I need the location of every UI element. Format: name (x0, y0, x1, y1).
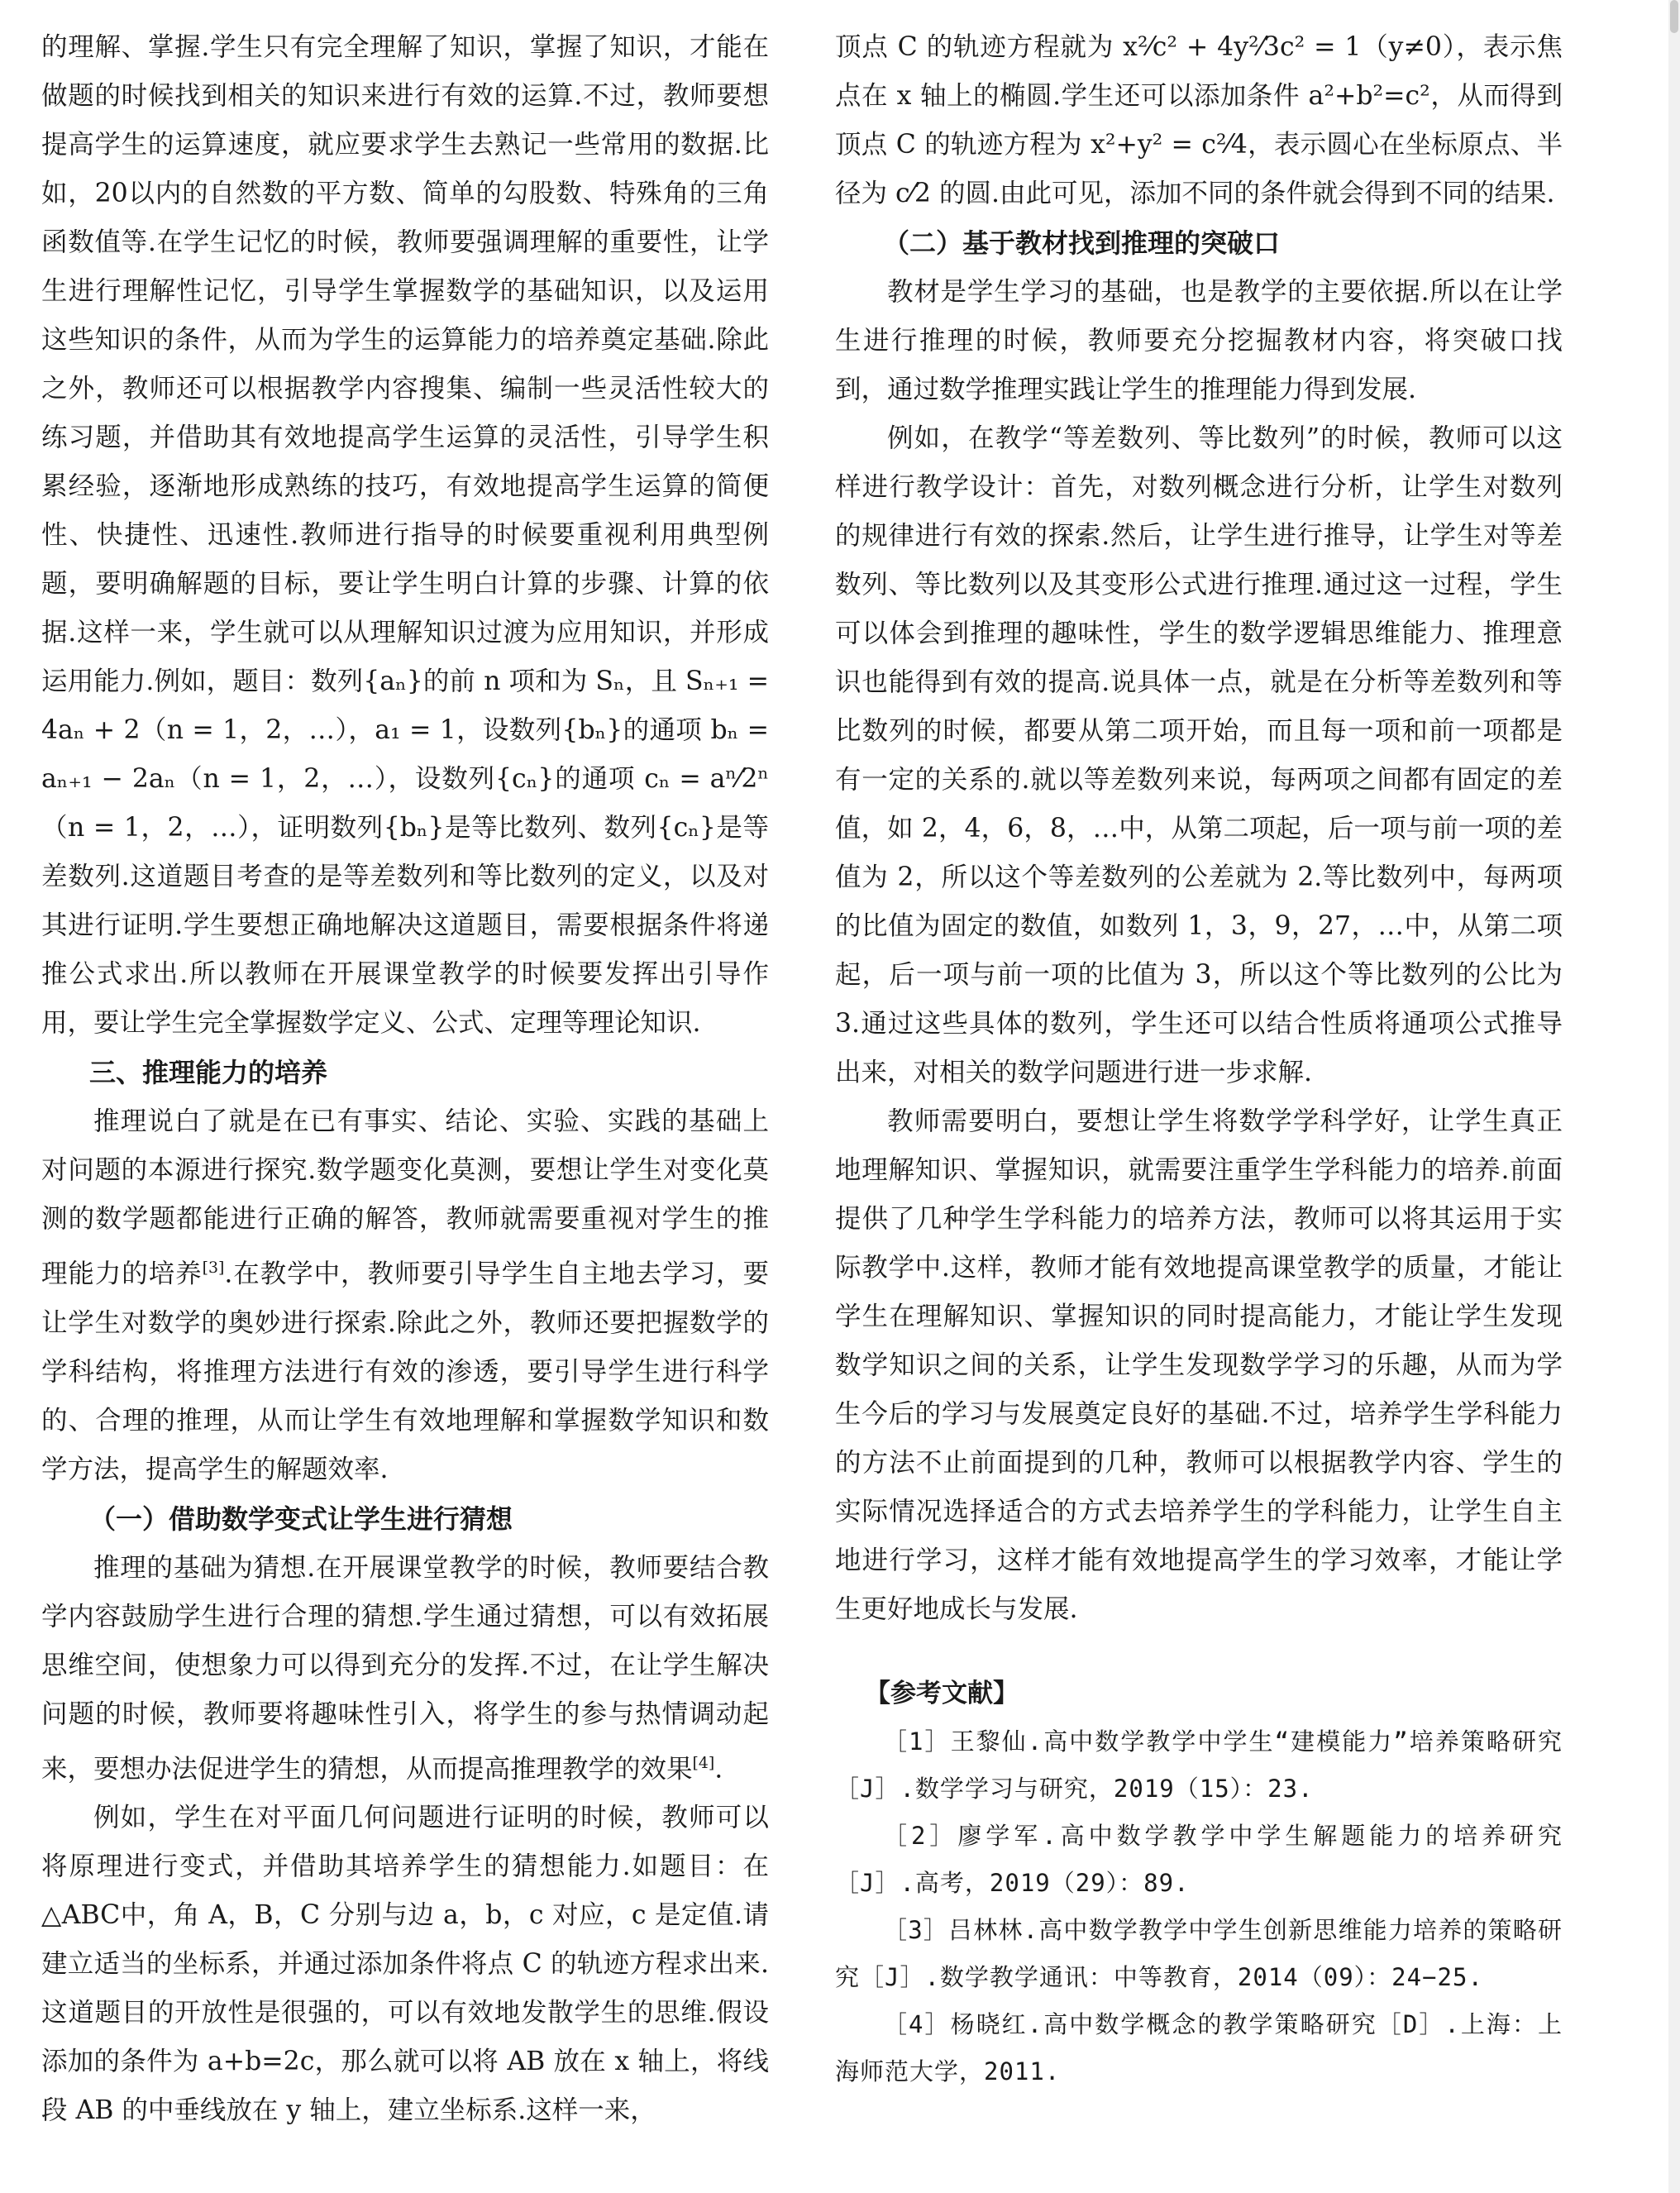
references-heading: 【参考文献】 (865, 1679, 1019, 1708)
paragraph-conclusion: 教师需要明白，要想让学生将数学学科学好，让学生真正地理解知识、掌握知识，就需要注重学生学科能力的培养.前面提供了几种学生学科能力的培养方法，教师可以将其运用于实际教学中.这样，教师才能有效地提高课堂教学的质量，才能让学生在理解知识、掌握知识的同时提高能力，才能让学生发现数学知识之间的关系，让学生发现数学学习的乐趣，从而为学生今后的学习与发展奠定良好的基础.不过，培养学生学科能力的方法不止前面提到的几种，教师可以根据教学内容、学生的实际情况选择适合的方式去培养学生的学科能力，让学生自主地进行学习，这样才能有效地提高学生的学习效率，才能让学生更好地成长与发展. (835, 1106, 1563, 1624)
text-run: 推理的基础为猜想.在开展课堂教学的时候，教师要结合教学内容鼓励学生进行合理的猜想.学生通过猜想，可以有效拓展思维空间，使想象力可以得到充分的发挥.不过，在让学生解决问题的时候，教师要将趣味性引入，将学生的参与热情调动起来，要想办法促进学生的猜想，从而提高推理教学的效果 (41, 1552, 769, 1784)
citation-4: [4] (692, 1753, 715, 1772)
paragraph-locus-equation: 顶点 C 的轨迹方程就为 x²⁄c² + 4y²⁄3c² = 1（y≠0），表示焦点在 x 轴上的椭圆.学生还可以添加条件 a²+b²=c²，从而得到顶点 C 的轨迹方程为 x²+y² = c²⁄4，表示圆心在坐标原点、半径为 c⁄2 的圆.由此可见，添加不同的条件就会得到不同的结果. (835, 32, 1563, 208)
paragraph-reasoning-intro (41, 1097, 769, 1494)
citation-3: [3] (202, 1259, 225, 1277)
subsection-heading-variation: （一）借助数学变式让学生进行猜想 (89, 1503, 513, 1535)
reference-item: ［1］王黎仙.高中数学教学中学生“建模能力”培养策略研究［J］.数学学习与研究，2019（15）：23. (835, 1727, 1563, 1803)
section-heading-reasoning: 三、推理能力的培养 (89, 1057, 328, 1088)
paragraph-sequence-example: 例如，在教学“等差数列、等比数列”的时候，教师可以这样进行教学设计：首先，对数列概念进行分析，让学生对数列的规律进行有效的探索.然后，让学生进行推导，让学生对等差数列、等比数列以及其变形公式进行推理.通过这一过程，学生可以体会到推理的趣味性，学生的数学逻辑思维能力、推理意识也能得到有效的提高.说具体一点，就是在分析等差数列和等比数列的时候，都要从第二项开始，而且每一项和前一项都是有一定的关系的.就以等差数列来说，每两项之间都有固定的差值，如 2，4，6，8，…中，从第二项起，后一项与前一项的差值为 2，所以这个等差数列的公差就为 2.等比数列中，每两项的比值为固定的数值，如数列 1，3，9，27，…中，从第二项起，后一项与前一项的比值为 3，所以这个等比数列的公比为 3.通过这些具体的数列，学生还可以结合性质将通项公式推导出来，对相关的数学问题进行进一步求解. (835, 423, 1563, 1087)
scrollbar-track[interactable] (1668, 0, 1680, 2193)
reference-item: ［4］杨晓红.高中数学概念的教学策略研究［D］.上海：上海师范大学，2011. (835, 2010, 1563, 2086)
subsection-heading-textbook: （二）基于教材找到推理的突破口 (883, 227, 1281, 259)
scrollbar-thumb[interactable] (1670, 0, 1678, 33)
right-column (835, 23, 1563, 2095)
reference-item: ［2］廖学军.高中数学教学中学生解题能力的培养研究［J］.高考，2019（29）：89. (835, 1822, 1563, 1897)
text-run: .在教学中，教师要引导学生自主地去学习，要让学生对数学的奥妙进行探索.除此之外，教师还要把握数学的学科结构，将推理方法进行有效的渗透，要引导学生进行科学的、合理的推理，从而让学生有效地理解和掌握数学知识和数学方法，提高学生的解题效率. (41, 1259, 769, 1484)
paragraph-computation: 的理解、掌握.学生只有完全理解了知识，掌握了知识，才能在做题的时候找到相关的知识来进行有效的运算.不过，教师要想提高学生的运算速度，就应要求学生去熟记一些常用的数据.比如，20以内的自然数的平方数、简单的勾股数、特殊角的三角函数值等.在学生记忆的时候，教师要强调理解的重要性，让学生进行理解性记忆，引导学生掌握数学的基础知识，以及运用这些知识的条件，从而为学生的运算能力的培养奠定基础.除此之外，教师还可以根据教学内容搜集、编制一些灵活性较大的练习题，并借助其有效地提高学生运算的灵活性，引导学生积累经验，逐渐地形成熟练的技巧，有效地提高学生运算的简便性、快捷性、迅速性.教师进行指导的时候要重视利用典型例题，要明确解题的目标，要让学生明白计算的步骤、计算的依据.这样一来，学生就可以从理解知识过渡为应用知识，并形成运用能力.例如，题目：数列{aₙ}的前 n 项和为 Sₙ，且 Sₙ₊₁ = 4aₙ + 2（n = 1，2，…），a₁ = 1，设数列{bₙ}的通项 bₙ = aₙ₊₁ − 2aₙ（n = 1，2，…），设数列{cₙ}的通项 cₙ = aⁿ⁄2ⁿ（n = 1，2，…），证明数列{bₙ}是等比数列、数列{cₙ}是等差数列.这道题目考查的是等差数列和等比数列的定义，以及对其进行证明.学生要想正确地解决这道题目，需要根据条件将递推公式求出.所以教师在开展课堂教学的时候要发挥出引导作用，要让学生完全掌握数学定义、公式、定理等理论知识. (41, 32, 769, 1038)
paragraph-textbook: 教材是学生学习的基础，也是教学的主要依据.所以在让学生进行推理的时候，教师要充分挖掘教材内容，将突破口找到，通过数学推理实践让学生的推理能力得到发展. (835, 277, 1563, 404)
text-run: . (714, 1754, 723, 1784)
paragraph-geometry-example: 例如，学生在对平面几何问题进行证明的时候，教师可以将原理进行变式，并借助其培养学生的猜想能力.如题目：在△ABC中，角 A，B，C 分别与边 a，b，c 对应，c 是定值.请建立适当的坐标系，并通过添加条件将点 C 的轨迹方程求出来.这道题目的开放性是很强的，可以有效地发散学生的思维.假设添加的条件为 a+b=2c，那么就可以将 AB 放在 x 轴上，将线段 AB 的中垂线放在 y 轴上，建立坐标系.这样一来， (41, 1803, 769, 2125)
reference-item: ［3］吕林林.高中数学教学中学生创新思维能力培养的策略研究［J］.数学教学通讯：中等教育，2014（09）：24−25. (835, 1916, 1563, 1991)
left-column (41, 23, 769, 2135)
text-run: 推理说白了就是在已有事实、结论、实验、实践的基础上对问题的本源进行探究.数学题变化莫测，要想让学生对变化莫测的数学题都能进行正确的解答，教师就需要重视对学生的推理能力的培养 (41, 1106, 769, 1289)
paragraph-conjecture (41, 1544, 769, 1794)
